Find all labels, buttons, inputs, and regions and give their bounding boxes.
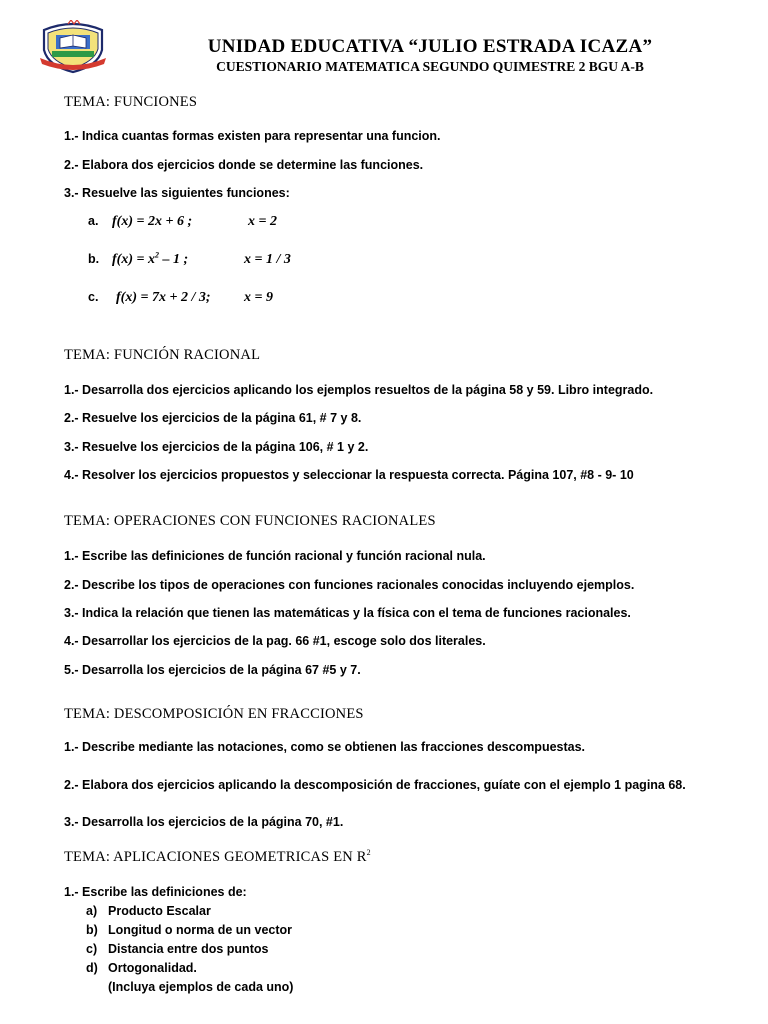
equation-value: x = 1 / 3 xyxy=(244,252,291,267)
equation-expression: $f(x) = x^2 - 1$ ; xyxy=(112,250,189,267)
definition-note: (Incluya ejemplos de cada uno) xyxy=(108,980,294,994)
equation-value: x = 2 xyxy=(248,214,277,229)
question-item: 3.- Desarrolla los ejercicios de la página 70, #1. xyxy=(64,815,344,829)
school-title: UNIDAD EDUCATIVA “JULIO ESTRADA ICAZA” xyxy=(207,36,653,57)
equation-label: a. xyxy=(88,214,99,228)
equation-row-b xyxy=(88,252,388,270)
equation-row-a xyxy=(88,214,388,232)
question-item: 1.- Indica cuantas formas existen para representar una funcion. xyxy=(64,129,441,143)
question-item: 2.- Resuelve los ejercicios de la página 61, # 7 y 8. xyxy=(64,411,362,425)
topic-heading-descomposicion: TEMA: DESCOMPOSICIÓN EN FRACCIONES xyxy=(64,706,364,722)
question-item: 1.- Desarrolla dos ejercicios aplicando los ejemplos resueltos de la página 58 y 59. Libro integrado. xyxy=(64,383,654,397)
question-item: 2.- Elabora dos ejercicios aplicando la descomposición de fracciones, guíate con el ejemplo 1 pagina 68. xyxy=(64,778,686,792)
question-item: 3.- Resuelve las siguientes funciones: xyxy=(64,186,290,200)
equation-row-c xyxy=(88,290,388,308)
definition-list-item: d) Ortogonalidad. xyxy=(86,961,197,975)
question-item: 1.- Describe mediante las notaciones, como se obtienen las fracciones descompuestas. xyxy=(64,740,586,754)
topic-heading-funcion-racional: TEMA: FUNCIÓN RACIONAL xyxy=(64,347,261,363)
definition-list-item: c) Distancia entre dos puntos xyxy=(86,942,269,956)
equation-label: b. xyxy=(88,252,100,266)
question-item: 1.- Escribe las definiciones de función racional y función racional nula. xyxy=(64,549,486,563)
equation-label: c. xyxy=(88,290,99,304)
definition-list-item: b) Longitud o norma de un vector xyxy=(86,923,293,937)
question-item: 3.- Indica la relación que tienen las matemáticas y la física con el tema de funciones racionales. xyxy=(64,606,631,620)
question-item: 1.- Escribe las definiciones de: xyxy=(64,885,247,899)
school-crest-logo xyxy=(38,20,108,74)
question-item: 4.- Desarrollar los ejercicios de la pag. 66 #1, escoge solo dos literales. xyxy=(64,634,486,648)
question-item: 5.- Desarrolla los ejercicios de la página 67 #5 y 7. xyxy=(64,663,361,677)
question-item: 3.- Resuelve los ejercicios de la página 106, # 1 y 2. xyxy=(64,440,369,454)
equation-value: x = 9 xyxy=(244,290,273,305)
topic-heading-funciones: TEMA: FUNCIONES xyxy=(64,94,198,110)
document-subtitle: CUESTIONARIO MATEMATICA SEGUNDO QUIMESTRE 2 BGU A-B xyxy=(216,59,644,74)
equation-expression: f(x) = 7x + 2 / 3; xyxy=(116,290,211,305)
topic-heading-aplicaciones: TEMA: APLICACIONES GEOMETRICAS EN $R^2$ xyxy=(64,848,371,865)
question-item: 4.- Resolver los ejercicios propuestos y seleccionar la respuesta correcta. Página 107, #8 - 9- 10 xyxy=(64,468,634,482)
question-item: 2.- Elabora dos ejercicios donde se determine las funciones. xyxy=(64,158,424,172)
definition-list-item: a) Producto Escalar xyxy=(86,904,211,918)
equation-expression: f(x) = 2x + 6 ; xyxy=(112,214,193,229)
question-item: 2.- Describe los tipos de operaciones con funciones racionales conocidas incluyendo ejemplos. xyxy=(64,578,635,592)
topic-heading-operaciones: TEMA: OPERACIONES CON FUNCIONES RACIONALES xyxy=(64,513,436,529)
